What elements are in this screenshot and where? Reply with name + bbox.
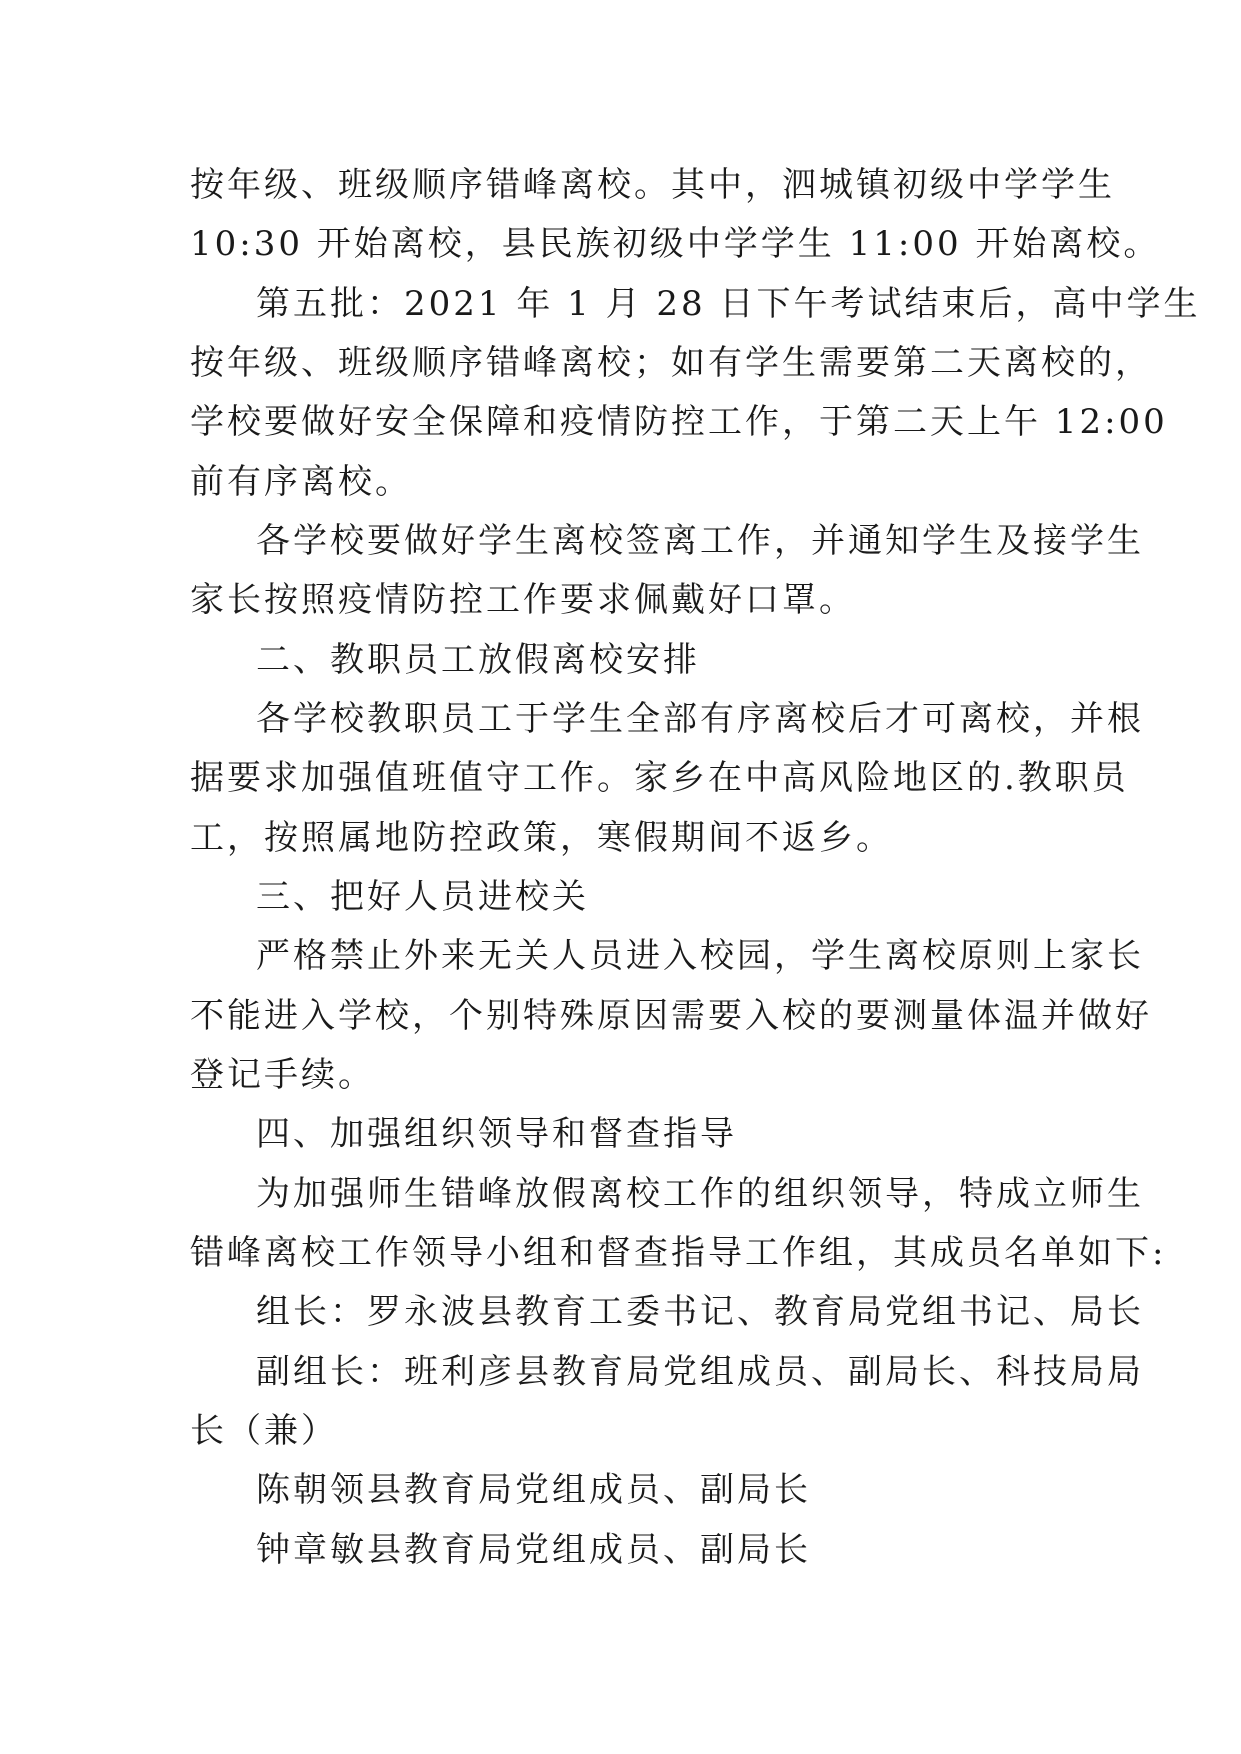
text-line-15: 不能进入学校，个别特殊原因需要入校的要测量体温并做好 [190, 996, 1152, 1036]
text-line-11: 据要求加强值班值守工作。家乡在中高风险地区的.教职员 [190, 758, 1129, 798]
deputy-leader-line-cont: 长（兼） [190, 1411, 338, 1451]
member-line-1: 陈朝领县教育局党组成员、副局长 [256, 1470, 811, 1510]
section-heading-3: 三、把好人员进校关 [256, 877, 589, 917]
member-line-2: 钟章敏县教育局党组成员、副局长 [256, 1530, 811, 1570]
section-heading-2: 二、教职员工放假离校安排 [256, 640, 700, 680]
text-line-7: 各学校要做好学生离校签离工作，并通知学生及接学生 [256, 521, 1144, 561]
text-line-18: 为加强师生错峰放假离校工作的组织领导，特成立师生 [256, 1174, 1144, 1214]
text-line-3: 第五批：2021 年 1 月 28 日下午考试结束后，高中学生 [256, 284, 1201, 324]
text-line-8: 家长按照疫情防控工作要求佩戴好口罩。 [190, 580, 856, 620]
text-line-6: 前有序离校。 [190, 462, 412, 502]
team-leader-line: 组长：罗永波县教育工委书记、教育局党组书记、局长 [256, 1292, 1144, 1332]
text-line-1: 按年级、班级顺序错峰离校。其中，泗城镇初级中学学生 [190, 165, 1115, 205]
text-line-10: 各学校教职员工于学生全部有序离校后才可离校，并根 [256, 699, 1144, 739]
text-line-5: 学校要做好安全保障和疫情防控工作，于第二天上午 12:00 [190, 402, 1168, 442]
text-line-4: 按年级、班级顺序错峰离校；如有学生需要第二天离校的， [190, 343, 1152, 383]
text-line-12: 工，按照属地防控政策，寒假期间不返乡。 [190, 818, 893, 858]
section-heading-4: 四、加强组织领导和督查指导 [256, 1114, 737, 1154]
text-line-16: 登记手续。 [190, 1055, 375, 1095]
text-line-19: 错峰离校工作领导小组和督查指导工作组，其成员名单如下: [190, 1233, 1167, 1273]
deputy-leader-line: 副组长：班利彦县教育局党组成员、副局长、科技局局 [256, 1352, 1144, 1392]
text-line-2: 10:30 开始离校，县民族初级中学学生 11:00 开始离校。 [190, 224, 1161, 264]
text-line-14: 严格禁止外来无关人员进入校园，学生离校原则上家长 [256, 936, 1144, 976]
